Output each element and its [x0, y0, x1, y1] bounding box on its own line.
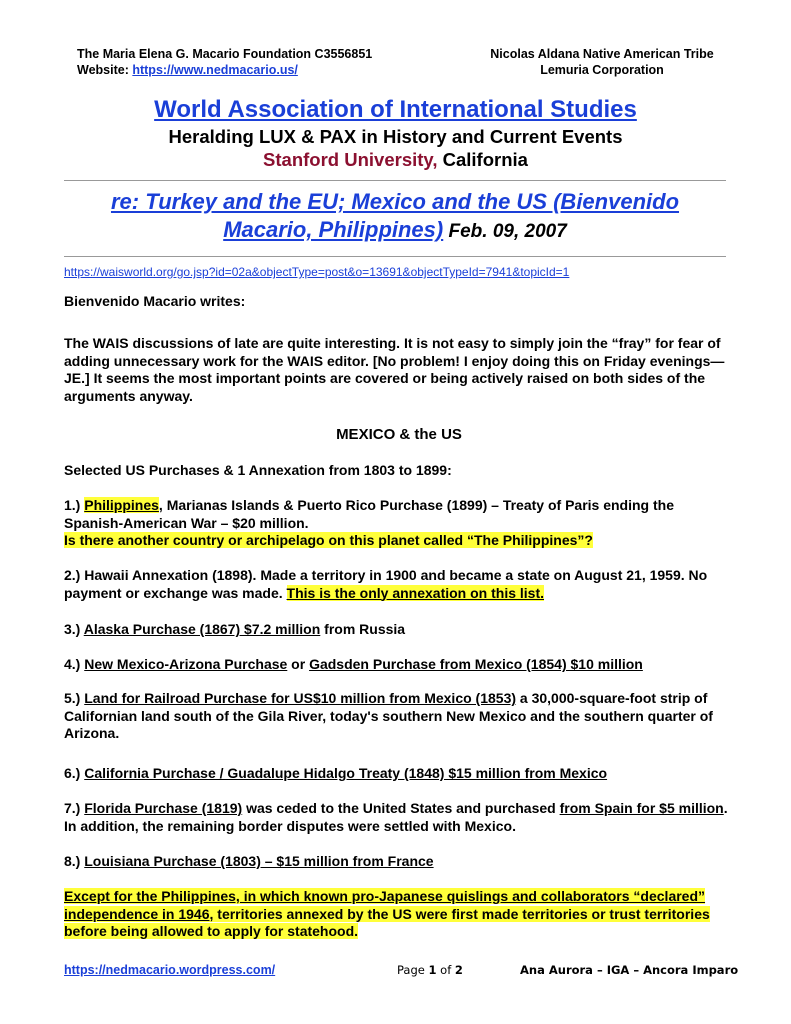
foundation-name: The Maria Elena G. Macario Foundation C3556851	[77, 47, 373, 61]
website-label: Website:	[77, 63, 133, 77]
section-heading: MEXICO & the US	[336, 426, 462, 443]
source-url-link[interactable]: https://waisworld.org/go.jsp?id=02a&objectType=post&o=13691&objectTypeId=7941&topicId=1	[64, 265, 570, 279]
intro-paragraph: The WAIS discussions of late are quite interesting. It is not easy to simply join the “fray” for fear of adding unnecessary work for the WAIS editor. [No problem! I enjoy doing this on Friday evenings—JE.] It seems the most important points are covered or being actively raised on both sides of the arguments anyway.	[64, 335, 725, 404]
item-underlined: California Purchase / Guadalupe Hidalgo Treaty (1848) $15 million from Mexico	[84, 765, 608, 781]
item-number: 1.)	[64, 497, 85, 513]
list-item	[64, 656, 734, 674]
conclusion-highlight: territories annexed by the US were first made territories or trust territories before being allowed to apply for statehood.	[64, 905, 710, 939]
article-title-link[interactable]: re: Turkey and the EU; Mexico and the US (Bienvenido Macario, Philippines)	[110, 189, 680, 242]
list-item	[64, 690, 734, 743]
website-line	[77, 62, 372, 78]
philippines-highlight: Philippines	[84, 497, 159, 513]
corporation-name: Lemuria Corporation	[540, 63, 664, 77]
divider-top	[64, 180, 726, 181]
footer-link[interactable]: https://nedmacario.wordpress.com/	[64, 963, 276, 977]
page-of: of	[436, 963, 455, 977]
university-state: California	[437, 149, 528, 170]
item-number: 5.)	[64, 690, 85, 706]
item-underlined: Louisiana Purchase (1803) – $15 million from France	[84, 853, 434, 869]
item-underlined: Gadsden Purchase from Mexico (1854) $10 million	[309, 656, 643, 672]
source-url	[64, 265, 569, 279]
item-highlight: Is there another country or archipelago on this planet called “The Philippines”?	[64, 532, 593, 548]
item-number: 8.)	[64, 853, 85, 869]
footer-motto: Ana Aurora – IGA – Ancora Imparo	[520, 963, 739, 977]
conclusion-highlight-underlined: Except for the Philippines, in which known pro-Japanese quislings and collaborators “declared” independence in 1946,	[64, 888, 706, 922]
header-left	[77, 46, 372, 78]
selected-heading: Selected US Purchases & 1 Annexation from 1803 to 1899:	[64, 462, 452, 478]
list-item	[64, 800, 734, 835]
item-underlined: Land for Railroad Purchase for US$10 million from Mexico (1853)	[84, 690, 517, 706]
university-name: Stanford University,	[263, 149, 438, 170]
item-highlight: This is the only annexation on this list.	[286, 584, 545, 601]
subtitle: Heralding LUX & PAX in History and Current Events	[168, 126, 623, 147]
page-title[interactable]	[40, 96, 751, 124]
list-item	[64, 497, 734, 550]
header-right	[467, 46, 737, 78]
item-text: . In addition, the remaining border disputes were settled with Mexico.	[64, 800, 728, 834]
item-number: 7.)	[64, 800, 85, 816]
item-number: 6.)	[64, 765, 85, 781]
item-text: 2.) Hawaii Annexation (1898). Made a territory in 1900 and became a state on August 21, 1959. No payment or exchange was made.	[64, 567, 708, 601]
page-current: 1	[428, 963, 437, 977]
item-number: 3.)	[64, 621, 84, 637]
item-underlined: from Spain for $5 million	[559, 800, 724, 816]
list-item	[64, 853, 734, 871]
website-link[interactable]: https://www.nedmacario.us/	[132, 63, 298, 77]
item-text: from Russia	[320, 621, 406, 637]
list-item	[64, 621, 734, 639]
list-item	[64, 567, 734, 602]
item-number: 4.)	[64, 656, 85, 672]
conclusion-paragraph	[64, 888, 734, 941]
university-line	[40, 149, 751, 171]
page-number	[397, 963, 463, 977]
wais-title-link[interactable]: World Association of International Studies	[154, 96, 637, 123]
item-text: a 30,000-square-foot strip of Californian land south of the Gila River, today's southern New Mexico and the southern quarter of Arizona.	[64, 690, 713, 741]
divider-mid	[64, 256, 726, 257]
tribe-name: Nicolas Aldana Native American Tribe	[490, 47, 714, 61]
writes-line: Bienvenido Macario writes:	[64, 293, 246, 309]
item-underlined: Alaska Purchase (1867) $7.2 million	[83, 621, 321, 637]
article-title	[64, 188, 726, 246]
item-text: or	[287, 656, 310, 672]
page-label: Page	[397, 963, 429, 977]
item-underlined: Florida Purchase (1819)	[84, 800, 243, 816]
item-underlined: New Mexico-Arizona Purchase	[84, 656, 288, 672]
item-text: was ceded to the United States and purchased	[242, 800, 560, 816]
list-item	[64, 765, 734, 783]
page-total: 2	[454, 963, 463, 977]
article-date: Feb. 09, 2007	[443, 221, 567, 242]
item-text: , Marianas Islands & Puerto Rico Purchase (1899) – Treaty of Paris ending the Spanish-American War – $20 million.	[64, 497, 674, 531]
footer-link-wrap	[64, 963, 275, 977]
